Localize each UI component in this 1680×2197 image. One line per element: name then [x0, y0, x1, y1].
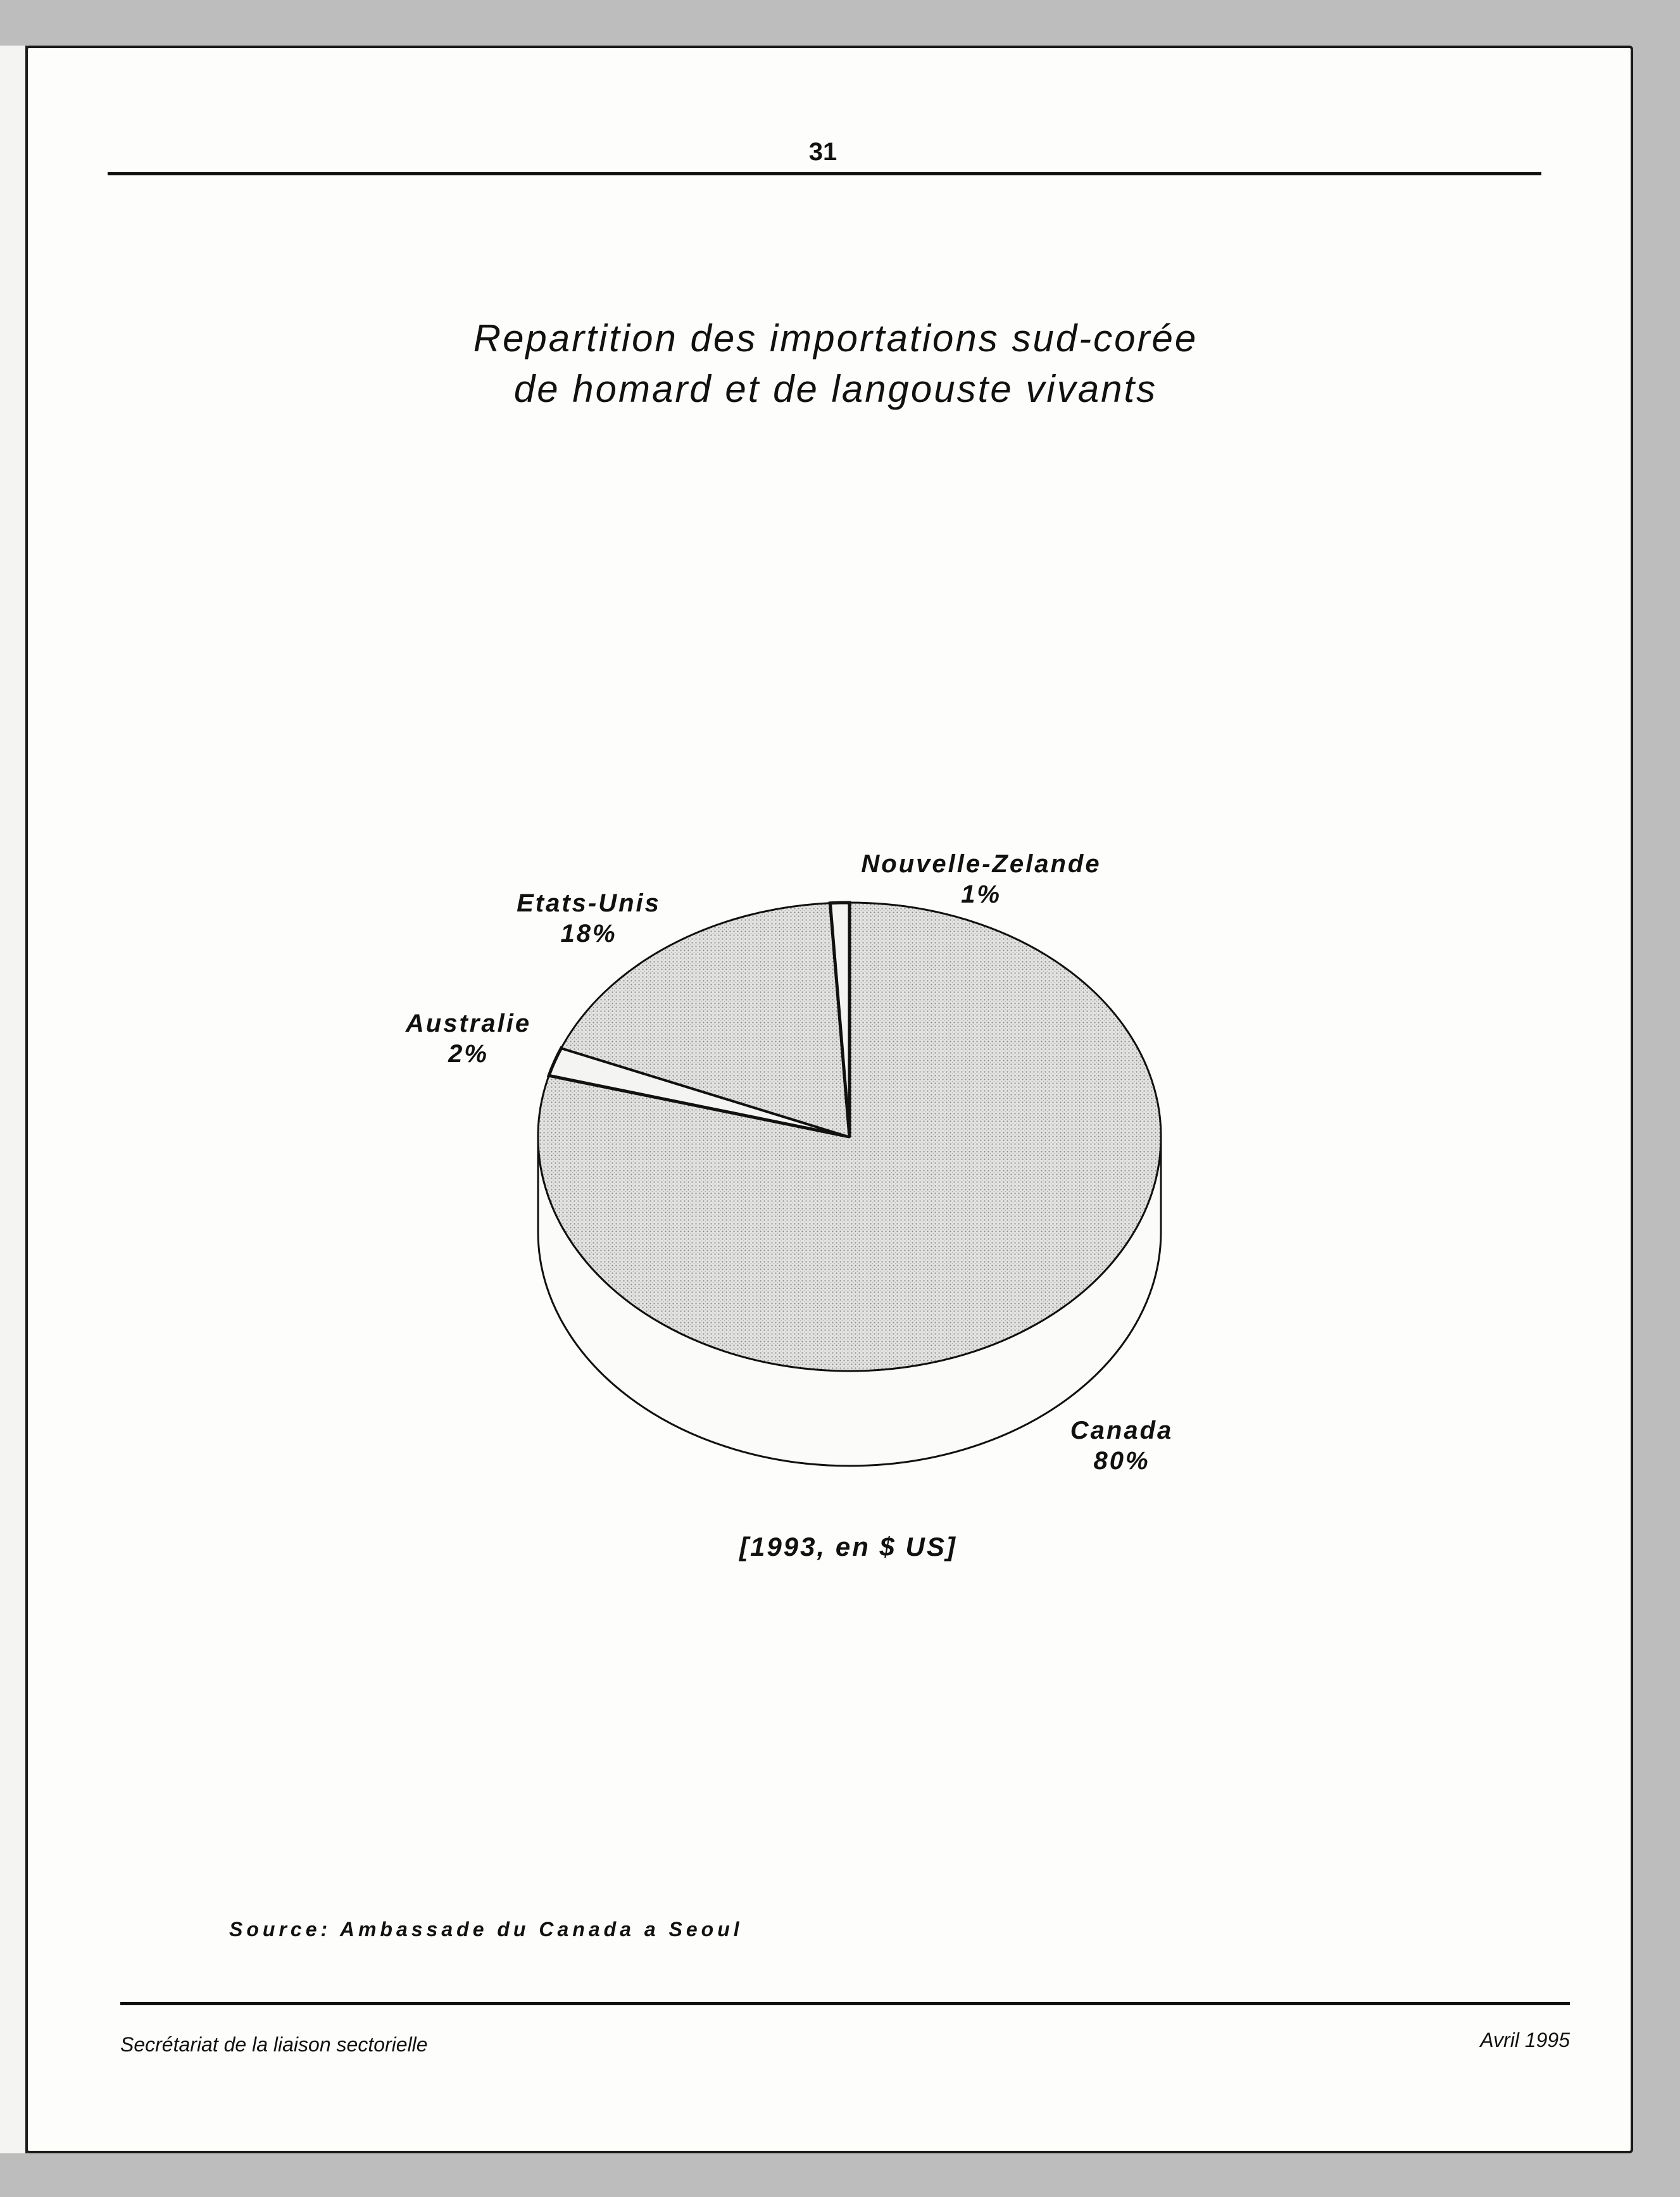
pie-group	[538, 903, 1161, 1466]
chart-title-line-1: Repartition des importations sud-corée	[473, 317, 1198, 360]
slice-value-nouvelle-zelande: 1%	[961, 880, 1001, 908]
slice-label-nouvelle-zelande: Nouvelle-Zelande	[861, 850, 1101, 878]
slice-value-canada: 80%	[1093, 1447, 1150, 1475]
slice-label-canada: Canada	[1070, 1417, 1174, 1444]
footer-right: Avril 1995	[1480, 2029, 1570, 2051]
page-number: 31	[808, 138, 837, 166]
slice-label-etats-unis: Etats-Unis	[517, 889, 661, 917]
slice-label-australie: Australie	[405, 1010, 532, 1037]
footer-left: Secrétariat de la liaison sectorielle	[120, 2033, 428, 2056]
chart-title-line-2: de homard et de langouste vivants	[513, 368, 1158, 410]
chart-note: [1993, en $ US]	[739, 1532, 957, 1562]
source-note: Source: Ambassade du Canada a Seoul	[229, 1918, 743, 1941]
footer-rule	[120, 2002, 1570, 2005]
slice-value-australie: 2%	[448, 1040, 489, 1068]
slice-value-etats-unis: 18%	[560, 920, 617, 948]
